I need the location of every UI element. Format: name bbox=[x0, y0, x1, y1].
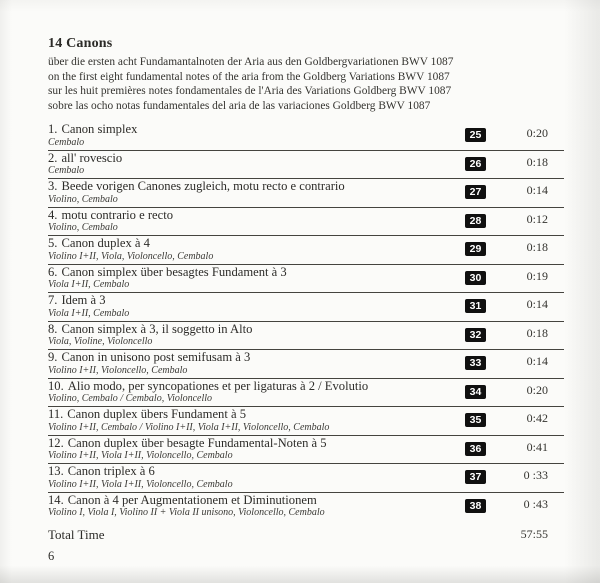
track-title: Canon simplex à 3, il soggetto in Alto bbox=[61, 321, 253, 336]
track-duration: 0:20 bbox=[526, 382, 548, 397]
track-row bbox=[48, 493, 564, 521]
track-badge-cell bbox=[465, 180, 489, 200]
track-number: 3. bbox=[48, 179, 58, 194]
track-duration: 0:14 bbox=[526, 183, 548, 198]
track-title: Canon duplex à 4 bbox=[61, 236, 150, 251]
track-duration: 0:18 bbox=[526, 154, 548, 169]
track-title: Beede vorigen Canones zugleich, motu recto e contrario bbox=[61, 179, 345, 194]
track-title-line bbox=[48, 237, 465, 251]
cd-track-badge: 35 bbox=[465, 413, 486, 427]
track-duration: 0:14 bbox=[526, 297, 548, 312]
cd-track-badge: 36 bbox=[465, 442, 486, 456]
track-number: 6. bbox=[48, 264, 58, 279]
track-instruments: Violino I, Viola I, Violino II + Viola II unisono, Violoncello, Cembalo bbox=[48, 507, 325, 519]
track-title-line bbox=[48, 494, 465, 508]
track-title: Canon simplex bbox=[61, 122, 138, 137]
track-title: Canon triplex à 6 bbox=[67, 464, 155, 479]
track-number: 13. bbox=[48, 464, 64, 479]
cd-track-badge: 31 bbox=[465, 299, 486, 313]
track-title-line bbox=[48, 209, 465, 223]
track-duration: 0 :43 bbox=[523, 496, 548, 511]
track-badge-cell bbox=[465, 294, 489, 314]
track-number: 2. bbox=[48, 150, 58, 165]
track-instruments: Viola, Violine, Violoncello bbox=[48, 336, 153, 348]
track-main bbox=[48, 437, 465, 462]
track-duration: 0:12 bbox=[526, 211, 548, 226]
track-title: all' rovescio bbox=[61, 150, 123, 165]
cd-track-badge: 30 bbox=[465, 271, 486, 285]
track-main bbox=[48, 323, 465, 348]
page-number: 6 bbox=[48, 549, 55, 563]
track-badge-cell bbox=[465, 237, 489, 257]
track-row bbox=[48, 322, 564, 351]
track-number: 9. bbox=[48, 350, 58, 365]
track-number: 10. bbox=[48, 378, 64, 393]
subtitle-block bbox=[48, 55, 564, 113]
track-row bbox=[48, 122, 564, 151]
track-main bbox=[48, 180, 465, 205]
track-badge-cell bbox=[465, 152, 489, 172]
track-main bbox=[48, 209, 465, 234]
track-title-line bbox=[48, 180, 465, 194]
track-title-line bbox=[48, 465, 465, 479]
track-instruments: Violino I+II, Cembalo / Violino I+II, Viola I+II, Violoncello, Cembalo bbox=[48, 421, 330, 433]
track-number: 12. bbox=[48, 435, 64, 450]
track-main bbox=[48, 408, 465, 433]
track-main bbox=[48, 351, 465, 376]
track-badge-cell bbox=[465, 351, 489, 371]
track-instruments: Violino I+II, Violoncello, Cembalo bbox=[48, 364, 188, 376]
track-main bbox=[48, 152, 465, 177]
track-row bbox=[48, 208, 564, 237]
subtitle-french: sur les huit premières notes fondamentales de l'Aria des Variations Goldberg BWV 1087 bbox=[48, 85, 452, 98]
track-instruments: Cembalo bbox=[48, 165, 85, 177]
track-duration: 0:42 bbox=[526, 411, 548, 426]
track-number: 4. bbox=[48, 207, 58, 222]
track-main bbox=[48, 294, 465, 319]
track-number: 8. bbox=[48, 321, 58, 336]
track-row bbox=[48, 265, 564, 294]
track-title: Canon duplex übers Fundament à 5 bbox=[67, 407, 247, 422]
track-duration: 0 :33 bbox=[523, 468, 548, 483]
cd-track-badge: 33 bbox=[465, 356, 486, 370]
page-content bbox=[48, 36, 564, 543]
track-number: 5. bbox=[48, 236, 58, 251]
page-title: 14 Canons bbox=[48, 36, 113, 51]
cd-track-badge: 29 bbox=[465, 242, 486, 256]
track-instruments: Viola I+II, Cembalo bbox=[48, 307, 130, 319]
track-badge-cell bbox=[465, 437, 489, 457]
track-title: Canon duplex über besagte Fundamental-Noten à 5 bbox=[67, 435, 327, 450]
track-title-line bbox=[48, 323, 465, 337]
track-title: Idem à 3 bbox=[61, 293, 106, 308]
track-badge-cell bbox=[465, 408, 489, 428]
track-title-line bbox=[48, 408, 465, 422]
track-title: motu contrario e recto bbox=[61, 207, 174, 222]
track-number: 11. bbox=[48, 407, 64, 422]
track-number: 14. bbox=[48, 492, 64, 507]
track-instruments: Violino I+II, Viola I+II, Violoncello, Cembalo bbox=[48, 450, 233, 462]
subtitle-english: on the first eight fundamental notes of the aria from the Goldberg Variations BWV 1087 bbox=[48, 70, 450, 83]
track-row bbox=[48, 464, 564, 493]
track-instruments: Violino, Cembalo / Cembalo, Violoncello bbox=[48, 393, 213, 405]
track-main bbox=[48, 494, 465, 519]
track-main bbox=[48, 237, 465, 262]
track-title-line bbox=[48, 294, 465, 308]
track-badge-cell bbox=[465, 123, 489, 143]
track-badge-cell bbox=[465, 380, 489, 400]
total-time-label: Total Time bbox=[48, 527, 105, 543]
track-instruments: Cembalo bbox=[48, 136, 85, 148]
track-title: Canon simplex über besagtes Fundament à 3 bbox=[61, 264, 287, 279]
track-main bbox=[48, 266, 465, 291]
track-title-line bbox=[48, 351, 465, 365]
track-row bbox=[48, 236, 564, 265]
track-list bbox=[48, 122, 564, 520]
track-badge-cell bbox=[465, 494, 489, 514]
track-title-line bbox=[48, 152, 465, 166]
track-row bbox=[48, 293, 564, 322]
track-instruments: Violino, Cembalo bbox=[48, 193, 118, 205]
track-row bbox=[48, 436, 564, 465]
track-title-line bbox=[48, 380, 465, 394]
track-instruments: Violino I+II, Viola I+II, Violoncello, Cembalo bbox=[48, 478, 233, 490]
track-badge-cell bbox=[465, 465, 489, 485]
track-title-line bbox=[48, 266, 465, 280]
total-time-value: 57:55 bbox=[520, 527, 548, 542]
cd-track-badge: 37 bbox=[465, 470, 486, 484]
track-badge-cell bbox=[465, 209, 489, 229]
track-row bbox=[48, 179, 564, 208]
total-time-row bbox=[48, 527, 564, 543]
track-duration: 0:18 bbox=[526, 240, 548, 255]
cd-track-badge: 34 bbox=[465, 385, 486, 399]
track-title: Canon à 4 per Augmentationem et Diminutionem bbox=[67, 492, 317, 507]
track-instruments: Violino I+II, Viola, Violoncello, Cembalo bbox=[48, 250, 214, 262]
track-row bbox=[48, 350, 564, 379]
track-duration: 0:20 bbox=[526, 126, 548, 141]
track-main bbox=[48, 123, 465, 148]
track-number: 7. bbox=[48, 293, 58, 308]
track-title-line bbox=[48, 437, 465, 451]
cd-track-badge: 27 bbox=[465, 185, 486, 199]
cd-track-badge: 25 bbox=[465, 128, 486, 142]
cd-track-badge: 32 bbox=[465, 328, 486, 342]
subtitle-spanish: sobre las ocho notas fundamentales del aria de las variaciones Goldberg BWV 1087 bbox=[48, 99, 431, 112]
track-duration: 0:14 bbox=[526, 354, 548, 369]
track-row bbox=[48, 407, 564, 436]
track-duration: 0:19 bbox=[526, 268, 548, 283]
cd-track-badge: 28 bbox=[465, 214, 486, 228]
track-duration: 0:41 bbox=[526, 439, 548, 454]
track-instruments: Violino, Cembalo bbox=[48, 222, 118, 234]
track-title-line bbox=[48, 123, 465, 137]
track-badge-cell bbox=[465, 323, 489, 343]
track-badge-cell bbox=[465, 266, 489, 286]
track-title: Canon in unisono post semifusam à 3 bbox=[61, 350, 251, 365]
cd-track-badge: 26 bbox=[465, 157, 486, 171]
track-row bbox=[48, 151, 564, 180]
track-duration: 0:18 bbox=[526, 325, 548, 340]
track-title: Alio modo, per syncopationes et per ligaturas à 2 / Evolutio bbox=[67, 378, 369, 393]
track-main bbox=[48, 380, 465, 405]
cd-track-badge: 38 bbox=[465, 499, 486, 513]
subtitle-german: über die ersten acht Fundamantalnoten der Aria aus den Goldbergvariationen BWV 1087 bbox=[48, 56, 454, 68]
track-row bbox=[48, 379, 564, 408]
track-number: 1. bbox=[48, 122, 58, 137]
track-instruments: Viola I+II, Cembalo bbox=[48, 279, 130, 291]
track-main bbox=[48, 465, 465, 490]
